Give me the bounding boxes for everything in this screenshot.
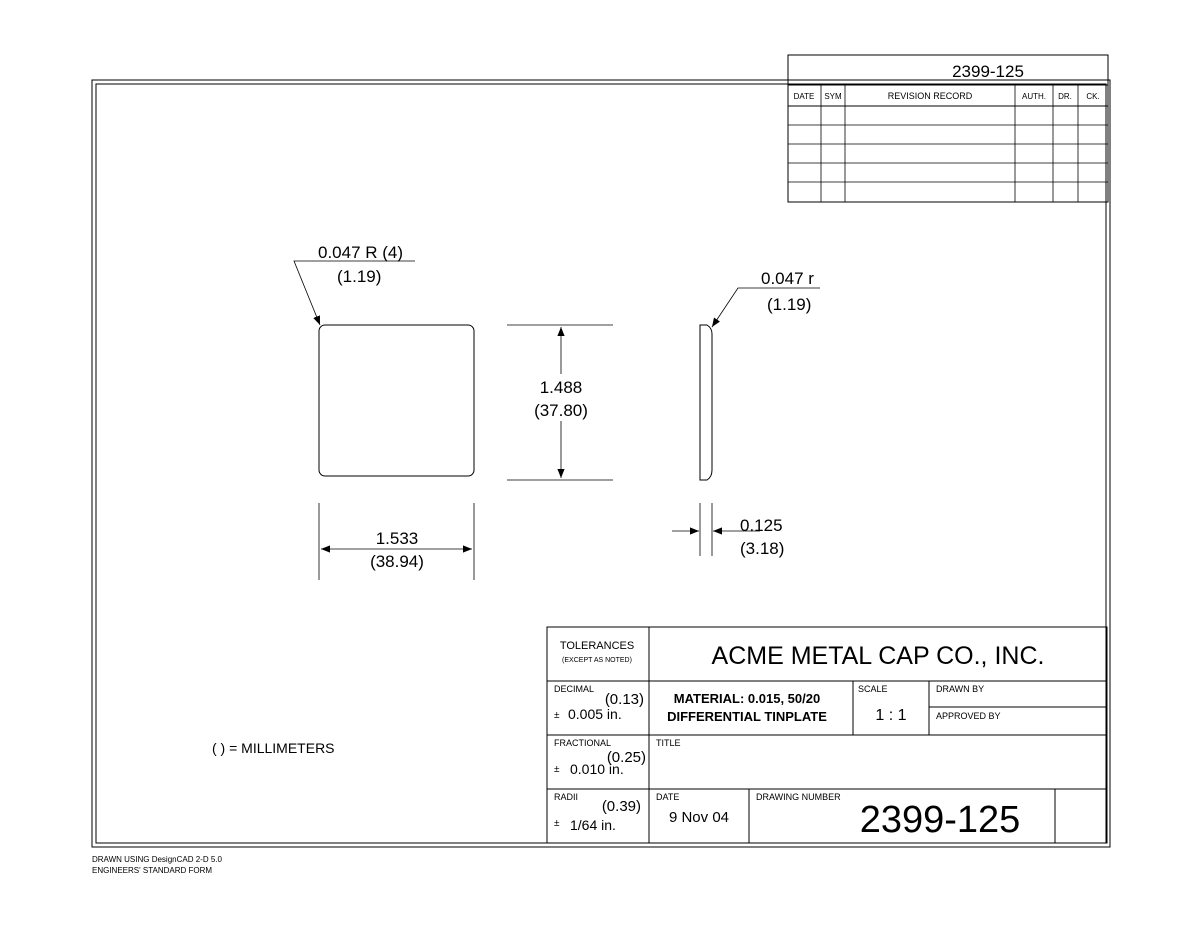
tolerances-label: TOLERANCES — [559, 640, 635, 652]
date-label: DATE — [656, 792, 680, 802]
fractional-mm: (0.25) — [606, 749, 646, 766]
rev-header-dr: DR. — [1058, 92, 1072, 101]
rev-header-ck: CK. — [1086, 92, 1100, 101]
width-inch: 1.533 — [375, 529, 419, 548]
rev-header-record: REVISION RECORD — [887, 91, 973, 101]
edge-radius-inch: 0.047 r — [761, 269, 814, 288]
fractional-label: FRACTIONAL — [554, 738, 612, 748]
drawing-number: 2399-125 — [859, 799, 1021, 841]
radii-value: 1/64 in. — [570, 817, 616, 833]
drawn-by-label: DRAWN BY — [936, 684, 985, 694]
rev-header-date: DATE — [793, 92, 815, 101]
fractional-pm: ± — [554, 764, 560, 775]
revision-block — [788, 55, 1108, 202]
approved-by-label: APPROVED BY — [936, 711, 1001, 721]
height-dimension — [507, 325, 613, 480]
footer-line1: DRAWN USING DesignCAD 2-D 5.0 — [92, 855, 222, 864]
thickness-dimension — [672, 503, 784, 558]
title-block — [547, 627, 1107, 843]
width-mm: (38.94) — [370, 552, 424, 571]
edge-radius-mm: (1.19) — [767, 295, 812, 314]
decimal-label: DECIMAL — [554, 684, 595, 694]
footer-line2: ENGINEERS' STANDARD FORM — [92, 866, 213, 875]
fractional-value: 0.010 in. — [570, 761, 624, 777]
rev-header-auth: AUTH. — [1022, 92, 1046, 101]
thickness-inch: 0.125 — [740, 516, 783, 535]
side-view — [700, 269, 820, 480]
cap-front-outline — [319, 325, 474, 476]
radii-mm: (0.39) — [601, 798, 641, 815]
scale-value: 1 : 1 — [875, 707, 907, 724]
corner-radius-mm: (1.19) — [337, 267, 382, 286]
rev-header-sym: SYM — [824, 92, 842, 101]
front-view — [294, 243, 474, 476]
company-name: ACME METAL CAP CO., INC. — [711, 642, 1045, 670]
decimal-pm: ± — [554, 710, 560, 721]
scale-label: SCALE — [858, 684, 888, 694]
drawing-number-label: DRAWING NUMBER — [756, 792, 841, 802]
units-note: ( ) = MILLIMETERS — [212, 740, 335, 756]
cap-side-outline — [700, 325, 712, 480]
height-mm: (37.80) — [534, 401, 588, 420]
decimal-value: 0.005 in. — [568, 706, 622, 722]
drawing-border — [92, 80, 1110, 847]
decimal-mm: (0.13) — [604, 691, 644, 708]
revision-drawing-number: 2399-125 — [952, 62, 1024, 81]
material-line2: DIFFERENTIAL TINPLATE — [667, 709, 827, 724]
except-note: (EXCEPT AS NOTED) — [562, 657, 632, 664]
corner-radius-inch: 0.047 R (4) — [318, 243, 404, 262]
date-value: 9 Nov 04 — [668, 809, 730, 826]
width-dimension — [319, 503, 474, 580]
material-line1: MATERIAL: 0.015, 50/20 — [673, 691, 821, 706]
height-inch: 1.488 — [539, 378, 583, 397]
thickness-mm: (3.18) — [740, 539, 785, 558]
title-label: TITLE — [656, 738, 681, 748]
radii-pm: ± — [554, 818, 560, 829]
radii-label: RADII — [554, 792, 579, 802]
